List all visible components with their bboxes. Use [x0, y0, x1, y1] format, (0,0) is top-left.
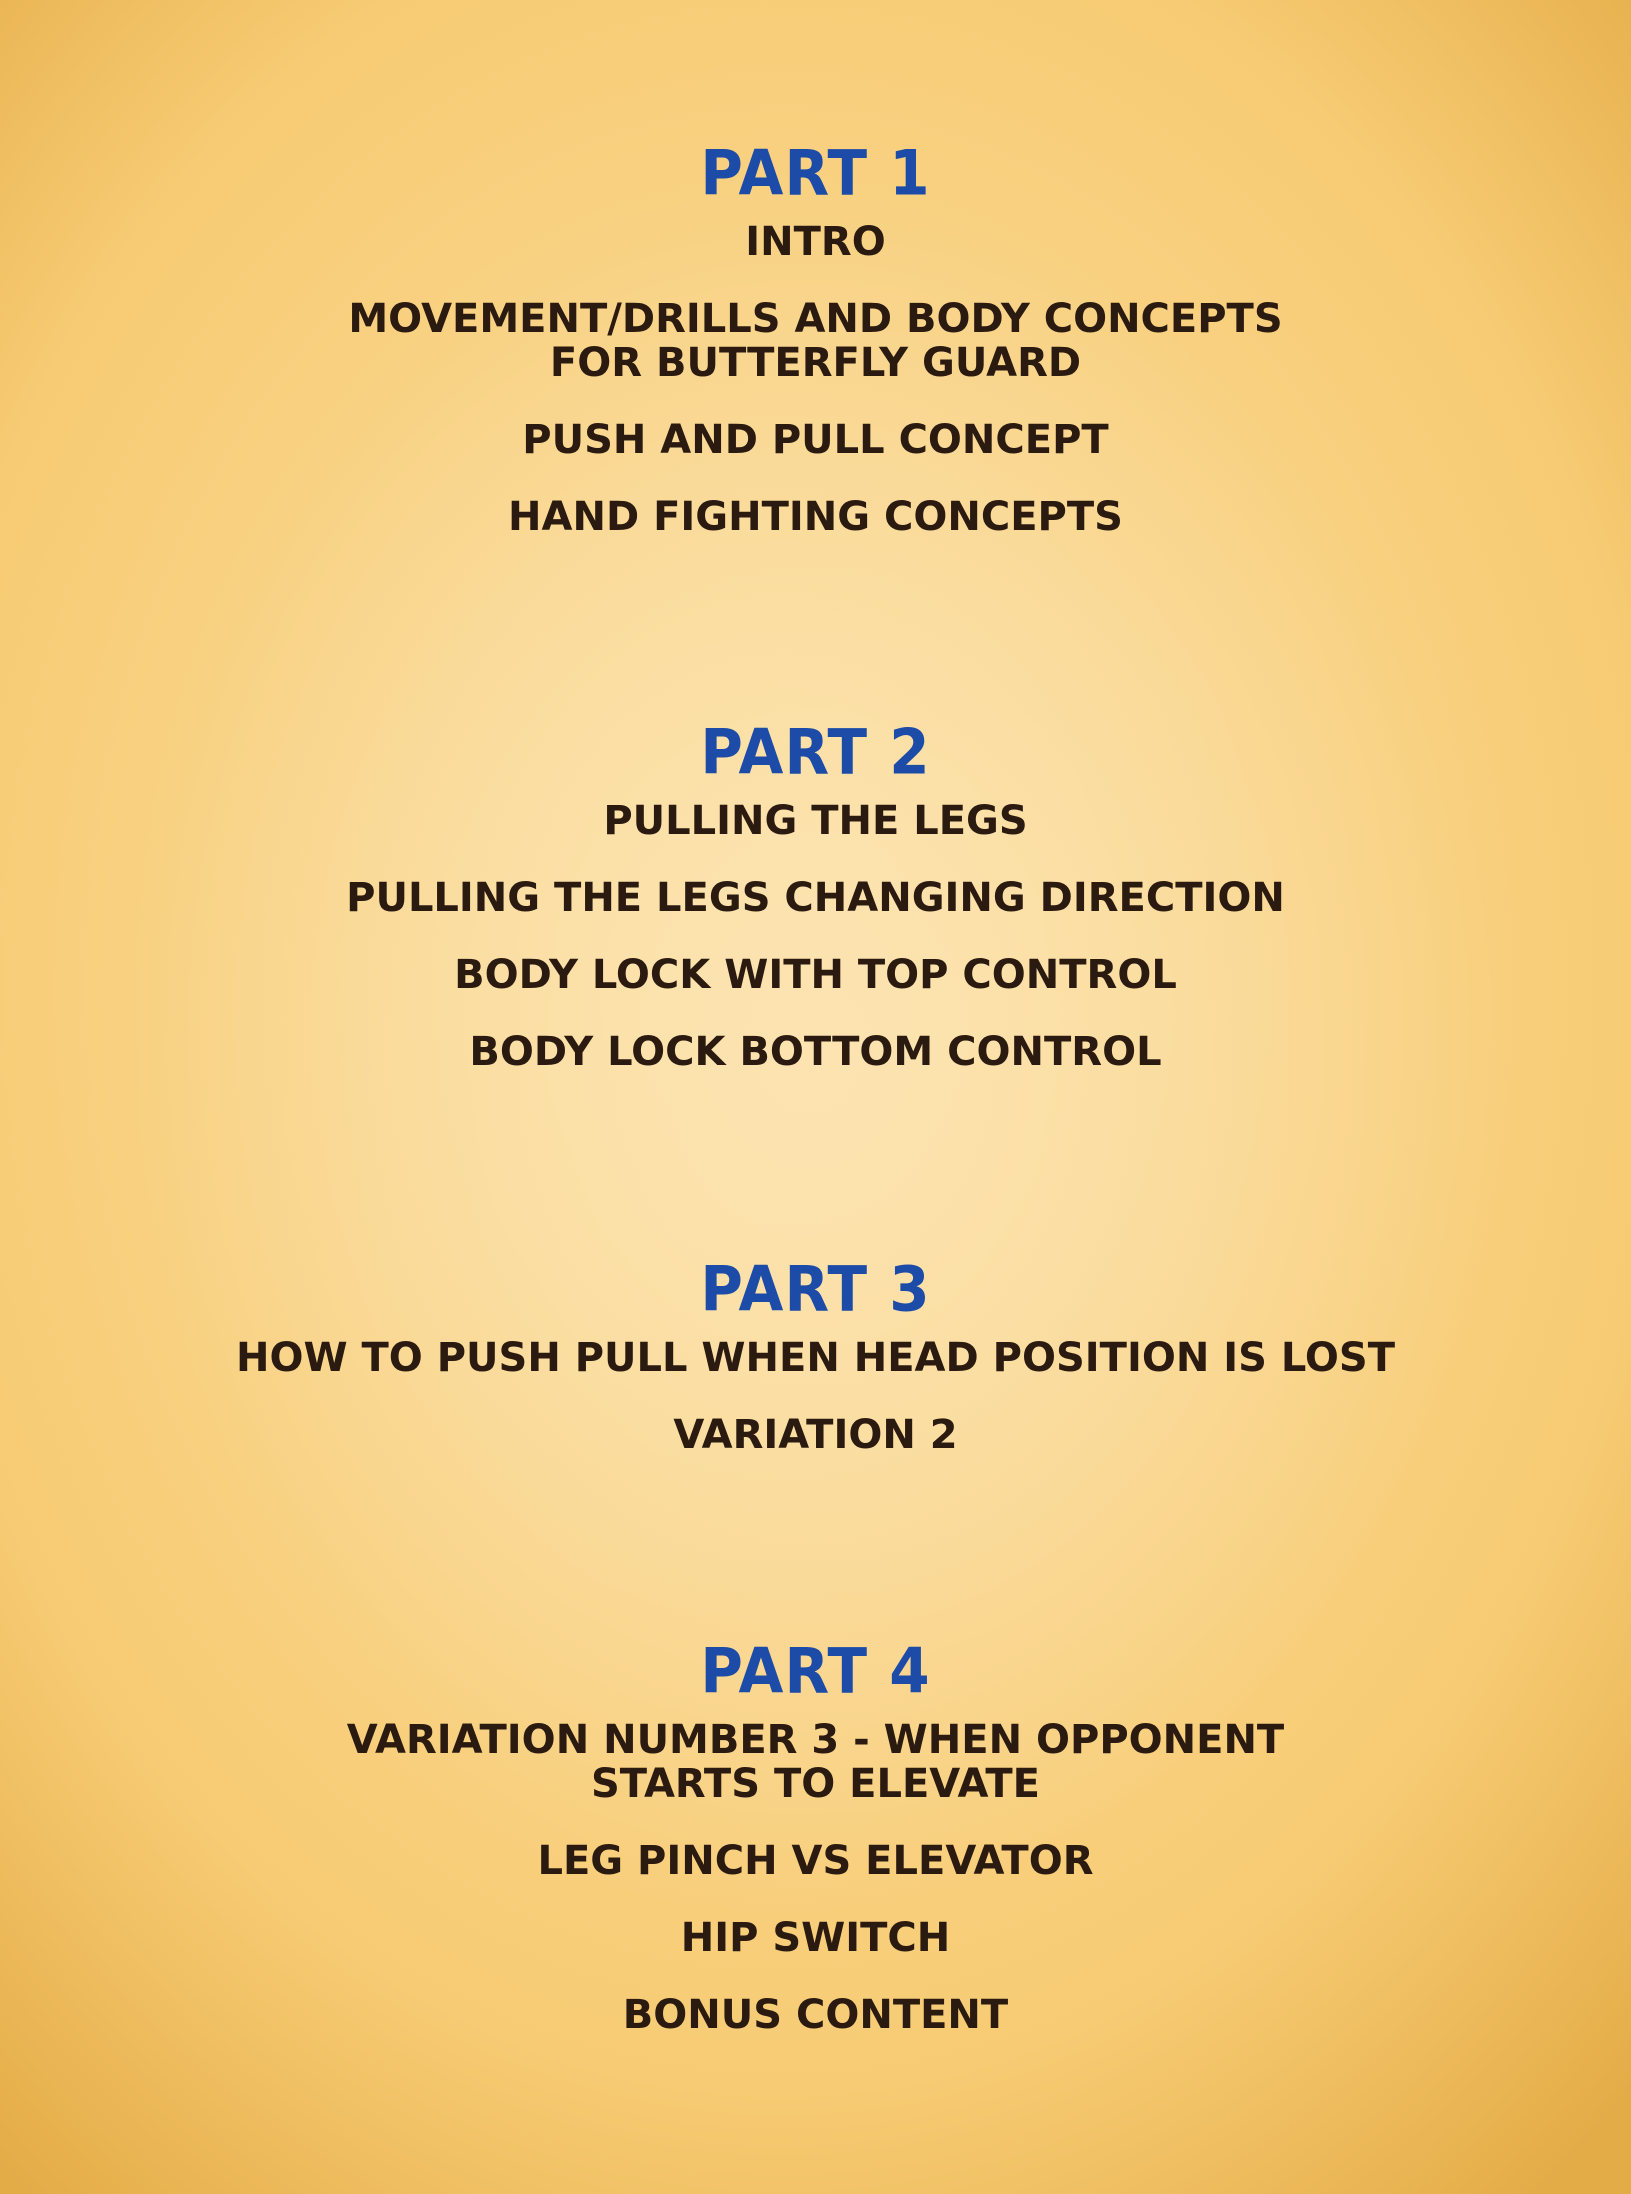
part-2-section	[0, 717, 1631, 1074]
list-item: BODY LOCK WITH TOP CONTROL	[454, 952, 1177, 998]
list-item: VARIATION NUMBER 3 - WHEN OPPONENT STARTS TO ELEVATE	[346, 1717, 1285, 1807]
list-item: MOVEMENT/DRILLS AND BODY CONCEPTS FOR BUTTERFLY GUARD	[348, 296, 1283, 386]
list-item: VARIATION 2	[673, 1412, 958, 1458]
part-1-list	[0, 220, 1631, 539]
list-item: BONUS CONTENT	[622, 1992, 1009, 2038]
list-item: LEG PINCH VS ELEVATOR	[537, 1838, 1094, 1884]
part-3-list	[0, 1336, 1631, 1457]
list-item: HAND FIGHTING CONCEPTS	[508, 494, 1123, 540]
part-3-title: PART 3	[700, 1252, 931, 1326]
list-item: HOW TO PUSH PULL WHEN HEAD POSITION IS LOST	[235, 1335, 1396, 1381]
list-item: PULLING THE LEGS CHANGING DIRECTION	[346, 875, 1285, 921]
part-4-title: PART 4	[700, 1634, 931, 1708]
part-1-section	[0, 138, 1631, 539]
part-4-section	[0, 1636, 1631, 2037]
list-item: PUSH AND PULL CONCEPT	[522, 417, 1109, 463]
list-item: HIP SWITCH	[680, 1915, 951, 1961]
list-item: BODY LOCK BOTTOM CONTROL	[469, 1029, 1162, 1075]
part-1-title: PART 1	[700, 136, 931, 210]
part-4-list	[0, 1718, 1631, 2037]
part-2-title: PART 2	[700, 715, 931, 789]
part-2-list	[0, 799, 1631, 1074]
list-item: INTRO	[745, 219, 886, 265]
list-item: PULLING THE LEGS	[603, 798, 1028, 844]
part-3-section	[0, 1254, 1631, 1457]
